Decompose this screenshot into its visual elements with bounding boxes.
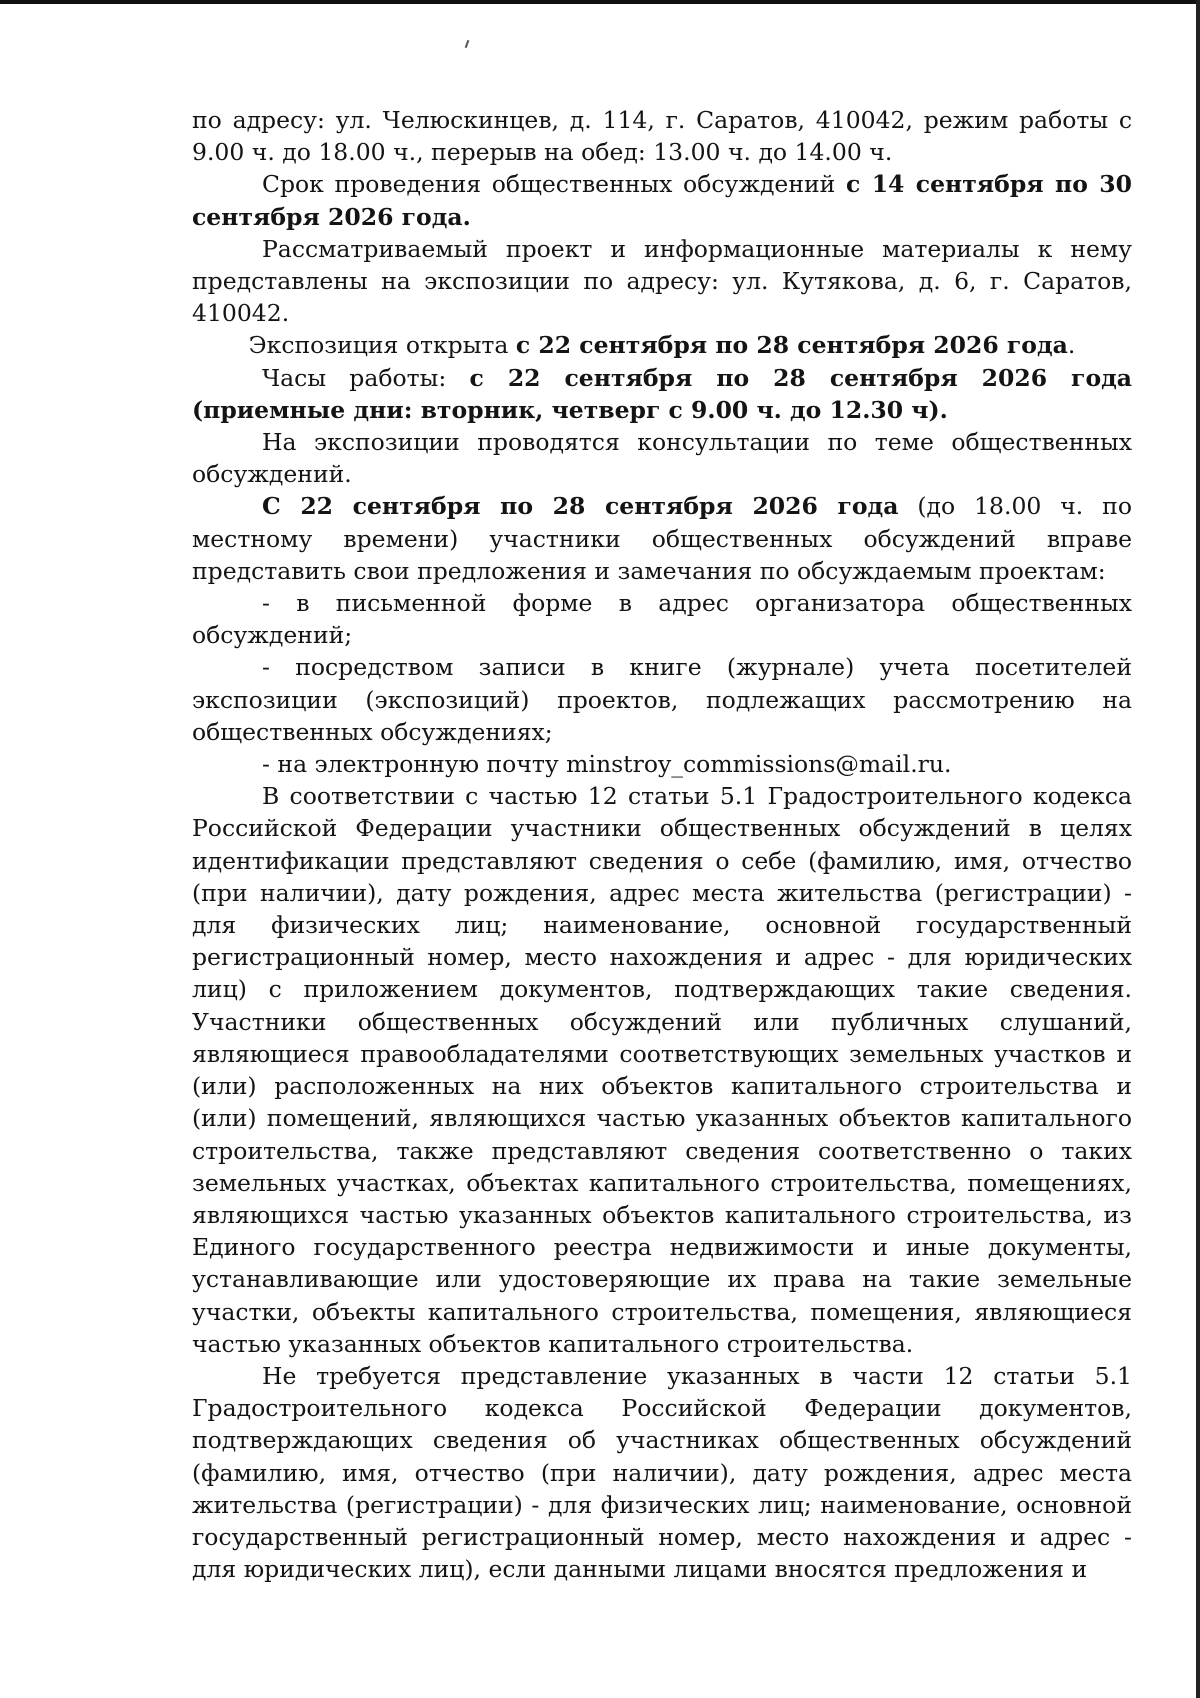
paragraph-address xyxy=(192,104,1132,168)
text-run: Рассматриваемый проект и информационные материалы к нему представлены на экспозиции по адресу: ул. Кутякова, д. 6, г. Саратов, 410042. xyxy=(192,234,1132,328)
paragraph-working-hours xyxy=(192,362,1132,426)
text-run-bold: с 22 сентября по 28 сентября 2026 года (приемные дни: вторник, четверг с 9.00 ч. до 12.30 ч). xyxy=(192,363,1133,424)
text-run: В соответствии с частью 12 статьи 5.1 Градостроительного кодекса Российской Федерации участники общественных обсуждений в целях идентификации представляют сведения о себе (фамилию, имя, отчество (при наличии), дату рождения, адрес места жительства (регистрации) - для физических лиц; наименование, основной государственный регистрационный номер, место нахождения и адрес - для юридических лиц) с приложением документов, подтверждающих такие сведения. Участники общественных обсуждений или публичных слушаний, являющиеся правообладателями соответствующих земельных участков и (или) расположенных на них объектов капитального строительства и (или) помещений, являющихся частью указанных объектов капитального строительства, также представляют сведения соответственно о таких земельных участках, объектах капитального строительства, помещениях, являющихся частью указанных объектов капитального строительства, из Единого государственного реестра недвижимости и иные документы, устанавливающие или удостоверяющие их права на такие земельные участки, объекты капитального строительства, помещения, являющиеся частью указанных объектов капитального строительства. xyxy=(192,782,1132,1358)
text-run: Срок проведения общественных обсуждений xyxy=(262,170,846,199)
paragraph-method-email xyxy=(192,748,1132,780)
paragraph-proposals-period xyxy=(192,490,1132,587)
paragraph-exposition-open xyxy=(192,329,1132,361)
text-run-bold: С 22 сентября по 28 сентября 2026 года xyxy=(262,492,899,521)
text-run: - посредством записи в книге (журнале) учета посетителей экспозиции (экспозиций) проектов, подлежащих рассмотрению на общественных обсуждениях; xyxy=(192,653,1132,746)
paragraph-method-written xyxy=(192,587,1132,651)
paragraph-not-required xyxy=(192,1360,1132,1585)
text-run: Не требуется представление указанных в части 12 статьи 5.1 Градостроительного кодекса Российской Федерации документов, подтверждающих сведения об участниках общественных обсуждений (фамилию, имя, отчество (при наличии), дату рождения, адрес места жительства (регистрации) - для физических лиц; наименование, основной государственный регистрационный номер, место нахождения и адрес - для юридических лиц), если данными лицами вносятся предложения и xyxy=(192,1361,1132,1584)
text-run: . xyxy=(1067,331,1076,360)
document-body xyxy=(192,104,1132,1585)
scan-speck xyxy=(465,40,470,48)
text-run: Экспозиция открыта xyxy=(248,331,516,360)
text-run: - на электронную почту minstroy_commissions@mail.ru. xyxy=(262,750,952,779)
text-run: Часы работы: xyxy=(262,363,470,392)
paragraph-method-book xyxy=(192,651,1132,748)
text-run: - в письменной форме в адрес организатора общественных обсуждений; xyxy=(192,589,1132,650)
text-run: На экспозиции проводятся консультации по теме общественных обсуждений. xyxy=(192,428,1132,489)
text-run-bold: с 22 сентября по 28 сентября 2026 года xyxy=(515,331,1068,360)
text-run: (до 18.00 ч. по местному времени) участники общественных обсуждений вправе представить свои предложения и замечания по обсуждаемым проектам: xyxy=(192,492,1132,585)
paragraph-term xyxy=(192,168,1132,232)
paragraph-identification xyxy=(192,780,1132,1360)
text-run-bold: с 14 сентября по 30 сентября 2026 года. xyxy=(192,170,1132,231)
paragraph-consultations xyxy=(192,426,1132,490)
scan-border-right xyxy=(1196,0,1200,1698)
scan-border-top xyxy=(0,0,1200,4)
paragraph-project-exposition xyxy=(192,233,1132,330)
text-run: по адресу: ул. Челюскинцев, д. 114, г. Саратов, 410042, режим работы с 9.00 ч. до 18.00 ч., перерыв на обед: 13.00 ч. до 14.00 ч. xyxy=(192,106,1132,167)
